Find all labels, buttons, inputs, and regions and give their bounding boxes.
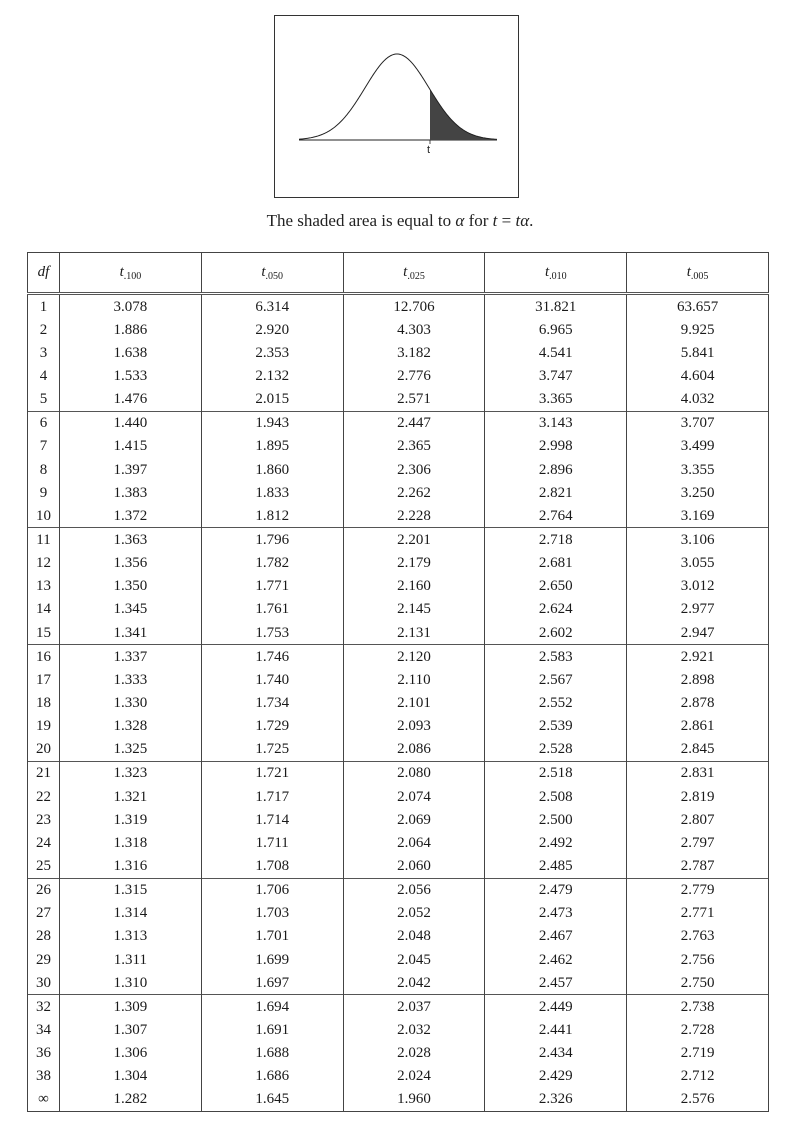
value-cell: 2.977 [627,598,769,621]
value-cell: 1.697 [201,971,343,995]
value-cell: 2.074 [343,785,485,808]
value-cell: 1.323 [60,761,202,785]
value-cell: 1.333 [60,668,202,691]
value-cell: 2.485 [485,854,627,878]
df-cell: 12 [28,552,60,575]
value-cell: 2.429 [485,1065,627,1088]
value-cell: 1.812 [201,504,343,528]
df-cell: 18 [28,691,60,714]
value-cell: 2.052 [343,902,485,925]
value-cell: 2.457 [485,971,627,995]
value-cell: 2.262 [343,481,485,504]
value-cell: 3.365 [485,388,627,412]
value-cell: 2.998 [485,435,627,458]
table-row [28,948,769,971]
df-cell: 13 [28,575,60,598]
table-row [28,411,769,435]
value-cell: 2.449 [485,995,627,1019]
value-cell: 2.750 [627,971,769,995]
value-cell: 1.771 [201,575,343,598]
value-cell: 2.807 [627,808,769,831]
value-cell: 2.479 [485,878,627,902]
df-cell: 5 [28,388,60,412]
value-cell: 2.738 [627,995,769,1019]
df-cell: 16 [28,645,60,669]
value-cell: 2.048 [343,925,485,948]
value-cell: 1.316 [60,854,202,878]
table-row [28,458,769,481]
value-cell: 1.372 [60,504,202,528]
value-cell: 2.306 [343,458,485,481]
value-cell: 9.925 [627,318,769,341]
value-cell: 1.717 [201,785,343,808]
caption-t-alpha: tα [515,211,530,230]
value-cell: 1.721 [201,761,343,785]
value-cell: 1.328 [60,715,202,738]
df-cell: 36 [28,1042,60,1065]
value-cell: 1.740 [201,668,343,691]
table-row [28,364,769,387]
table-row [28,481,769,504]
value-cell: 1.337 [60,645,202,669]
value-cell: 1.706 [201,878,343,902]
t-subscript: .010 [549,270,567,282]
value-cell: 2.898 [627,668,769,691]
value-cell: 2.712 [627,1065,769,1088]
value-cell: 2.571 [343,388,485,412]
value-cell: 1.753 [201,621,343,645]
value-cell: 1.943 [201,411,343,435]
value-cell: 2.508 [485,785,627,808]
value-cell: 1.895 [201,435,343,458]
t-critical-values-table [27,252,769,1112]
value-cell: 2.064 [343,831,485,854]
df-cell: 6 [28,411,60,435]
table-row [28,831,769,854]
value-cell: 1.960 [343,1088,485,1112]
value-cell: 1.314 [60,902,202,925]
value-cell: 4.303 [343,318,485,341]
value-cell: 1.725 [201,738,343,762]
df-cell: 9 [28,481,60,504]
value-cell: 2.819 [627,785,769,808]
value-cell: 2.353 [201,341,343,364]
df-cell: 28 [28,925,60,948]
table-row [28,1065,769,1088]
value-cell: 1.729 [201,715,343,738]
table-row [28,878,769,902]
df-cell: 2 [28,318,60,341]
df-column-header: df [28,253,60,294]
value-cell: 1.782 [201,552,343,575]
value-cell: 2.179 [343,552,485,575]
value-cell: 1.318 [60,831,202,854]
table-row [28,785,769,808]
value-cell: 1.282 [60,1088,202,1112]
value-cell: 1.315 [60,878,202,902]
value-cell: 2.024 [343,1065,485,1088]
value-cell: 1.701 [201,925,343,948]
table-row [28,341,769,364]
caption-t: t [492,211,498,230]
value-cell: 1.321 [60,785,202,808]
caption-period: . [529,211,534,230]
value-cell: 2.473 [485,902,627,925]
value-cell: 1.325 [60,738,202,762]
value-cell: 2.131 [343,621,485,645]
column-header-t010 [485,253,627,294]
table-row [28,1018,769,1041]
value-cell: 2.492 [485,831,627,854]
value-cell: 2.447 [343,411,485,435]
value-cell: 2.132 [201,364,343,387]
value-cell: 1.307 [60,1018,202,1041]
value-cell: 2.756 [627,948,769,971]
value-cell: 6.314 [201,294,343,319]
table-row [28,971,769,995]
t-symbol: $t_{.050}$ [261,263,284,282]
caption-for: for [468,211,489,230]
value-cell: 2.920 [201,318,343,341]
df-cell: 32 [28,995,60,1019]
table-row [28,528,769,552]
value-cell: 2.567 [485,668,627,691]
df-cell: 25 [28,854,60,878]
table-row [28,598,769,621]
value-cell: 1.319 [60,808,202,831]
value-cell: 2.015 [201,388,343,412]
value-cell: 3.055 [627,552,769,575]
value-cell: 1.476 [60,388,202,412]
column-header-t100 [60,253,202,294]
value-cell: 1.345 [60,598,202,621]
table-row [28,504,769,528]
value-cell: 1.363 [60,528,202,552]
value-cell: 63.657 [627,294,769,319]
value-cell: 2.045 [343,948,485,971]
value-cell: 1.833 [201,481,343,504]
df-cell: ∞ [28,1088,60,1112]
value-cell: 3.012 [627,575,769,598]
df-cell: 14 [28,598,60,621]
value-cell: 1.734 [201,691,343,714]
value-cell: 2.797 [627,831,769,854]
value-cell: 2.921 [627,645,769,669]
value-cell: 1.711 [201,831,343,854]
column-header-t050 [201,253,343,294]
value-cell: 4.604 [627,364,769,387]
value-cell: 2.528 [485,738,627,762]
df-cell: 21 [28,761,60,785]
value-cell: 1.688 [201,1042,343,1065]
value-cell: 1.714 [201,808,343,831]
value-cell: 1.638 [60,341,202,364]
df-cell: 10 [28,504,60,528]
value-cell: 2.462 [485,948,627,971]
value-cell: 5.841 [627,341,769,364]
df-cell: 3 [28,341,60,364]
value-cell: 2.718 [485,528,627,552]
value-cell: 2.576 [627,1088,769,1112]
df-cell: 19 [28,715,60,738]
value-cell: 6.965 [485,318,627,341]
t-distribution-figure [274,15,519,198]
value-cell: 2.228 [343,504,485,528]
value-cell: 2.093 [343,715,485,738]
table-row [28,645,769,669]
t-symbol: $t_{.100}$ [119,263,142,282]
value-cell: 12.706 [343,294,485,319]
value-cell: 2.032 [343,1018,485,1041]
value-cell: 2.069 [343,808,485,831]
df-cell: 8 [28,458,60,481]
table-row [28,854,769,878]
t-axis-label: t [427,144,431,156]
column-header-t005 [627,253,769,294]
value-cell: 2.518 [485,761,627,785]
t-subscript: .025 [407,270,425,282]
value-cell: 2.831 [627,761,769,785]
df-cell: 20 [28,738,60,762]
table-body [28,294,769,1112]
df-cell: 23 [28,808,60,831]
table-row [28,318,769,341]
value-cell: 1.311 [60,948,202,971]
value-cell: 3.106 [627,528,769,552]
value-cell: 2.728 [627,1018,769,1041]
df-cell: 30 [28,971,60,995]
value-cell: 1.691 [201,1018,343,1041]
table-row [28,808,769,831]
df-cell: 26 [28,878,60,902]
value-cell: 2.776 [343,364,485,387]
value-cell: 1.304 [60,1065,202,1088]
caption-equals: = [501,211,512,230]
value-cell: 1.686 [201,1065,343,1088]
value-cell: 2.845 [627,738,769,762]
value-cell: 2.086 [343,738,485,762]
table-row [28,738,769,762]
df-cell: 4 [28,364,60,387]
table-row [28,388,769,412]
table-row [28,691,769,714]
value-cell: 2.583 [485,645,627,669]
value-cell: 1.415 [60,435,202,458]
value-cell: 2.539 [485,715,627,738]
value-cell: 2.650 [485,575,627,598]
value-cell: 1.309 [60,995,202,1019]
df-cell: 15 [28,621,60,645]
value-cell: 4.032 [627,388,769,412]
value-cell: 3.143 [485,411,627,435]
df-cell: 27 [28,902,60,925]
value-cell: 2.763 [627,925,769,948]
value-cell: 1.860 [201,458,343,481]
value-cell: 1.310 [60,971,202,995]
value-cell: 31.821 [485,294,627,319]
t-symbol: $t_{.005}$ [686,263,709,282]
value-cell: 1.356 [60,552,202,575]
table-row [28,575,769,598]
value-cell: 2.145 [343,598,485,621]
value-cell: 1.645 [201,1088,343,1112]
table-row [28,761,769,785]
df-cell: 34 [28,1018,60,1041]
value-cell: 2.552 [485,691,627,714]
value-cell: 2.896 [485,458,627,481]
value-cell: 1.694 [201,995,343,1019]
value-cell: 1.796 [201,528,343,552]
table-header-row [28,253,769,294]
table-row [28,552,769,575]
table-row [28,902,769,925]
value-cell: 2.042 [343,971,485,995]
density-curve [299,54,497,139]
value-cell: 2.160 [343,575,485,598]
value-cell: 2.779 [627,878,769,902]
value-cell: 2.028 [343,1042,485,1065]
table-row [28,1042,769,1065]
value-cell: 1.350 [60,575,202,598]
value-cell: 4.541 [485,341,627,364]
caption-prefix: The shaded area is equal to [266,211,452,230]
value-cell: 1.746 [201,645,343,669]
value-cell: 2.500 [485,808,627,831]
value-cell: 2.101 [343,691,485,714]
t-subscript: .050 [265,270,284,282]
value-cell: 2.771 [627,902,769,925]
value-cell: 2.037 [343,995,485,1019]
caption [0,211,800,231]
df-cell: 7 [28,435,60,458]
table-row [28,294,769,319]
value-cell: 2.441 [485,1018,627,1041]
value-cell: 2.719 [627,1042,769,1065]
df-cell: 29 [28,948,60,971]
value-cell: 2.434 [485,1042,627,1065]
value-cell: 2.764 [485,504,627,528]
value-cell: 3.078 [60,294,202,319]
value-cell: 1.313 [60,925,202,948]
value-cell: 1.703 [201,902,343,925]
value-cell: 2.821 [485,481,627,504]
value-cell: 3.747 [485,364,627,387]
caption-alpha: α [455,211,465,230]
value-cell: 2.878 [627,691,769,714]
value-cell: 2.110 [343,668,485,691]
value-cell: 2.681 [485,552,627,575]
value-cell: 2.201 [343,528,485,552]
shaded-tail-area [430,89,497,140]
df-cell: 11 [28,528,60,552]
value-cell: 1.330 [60,691,202,714]
value-cell: 2.060 [343,854,485,878]
value-cell: 3.250 [627,481,769,504]
value-cell: 2.365 [343,435,485,458]
t-subscript: .005 [690,270,709,282]
df-cell: 24 [28,831,60,854]
table-row [28,925,769,948]
value-cell: 2.624 [485,598,627,621]
value-cell: 2.056 [343,878,485,902]
value-cell: 1.306 [60,1042,202,1065]
value-cell: 2.947 [627,621,769,645]
df-cell: 38 [28,1065,60,1088]
value-cell: 3.707 [627,411,769,435]
df-cell: 17 [28,668,60,691]
value-cell: 1.886 [60,318,202,341]
value-cell: 2.326 [485,1088,627,1112]
value-cell: 1.761 [201,598,343,621]
value-cell: 3.355 [627,458,769,481]
value-cell: 1.699 [201,948,343,971]
t-distribution-graph [275,16,518,197]
t-symbol: $t_{.010}$ [544,263,567,282]
value-cell: 2.467 [485,925,627,948]
column-header-t025 [343,253,485,294]
value-cell: 2.120 [343,645,485,669]
table-row [28,995,769,1019]
df-cell: 22 [28,785,60,808]
t-symbol: $t_{.025}$ [403,263,425,282]
value-cell: 2.602 [485,621,627,645]
value-cell: 2.080 [343,761,485,785]
table-row [28,668,769,691]
value-cell: 1.383 [60,481,202,504]
table-row [28,1088,769,1112]
value-cell: 2.787 [627,854,769,878]
table-row [28,435,769,458]
value-cell: 1.341 [60,621,202,645]
table-row [28,621,769,645]
value-cell: 3.169 [627,504,769,528]
df-cell: 1 [28,294,60,319]
value-cell: 1.708 [201,854,343,878]
value-cell: 2.861 [627,715,769,738]
t-subscript: .100 [123,270,142,282]
value-cell: 1.397 [60,458,202,481]
value-cell: 1.440 [60,411,202,435]
value-cell: 3.182 [343,341,485,364]
table-row [28,715,769,738]
value-cell: 3.499 [627,435,769,458]
value-cell: 1.533 [60,364,202,387]
